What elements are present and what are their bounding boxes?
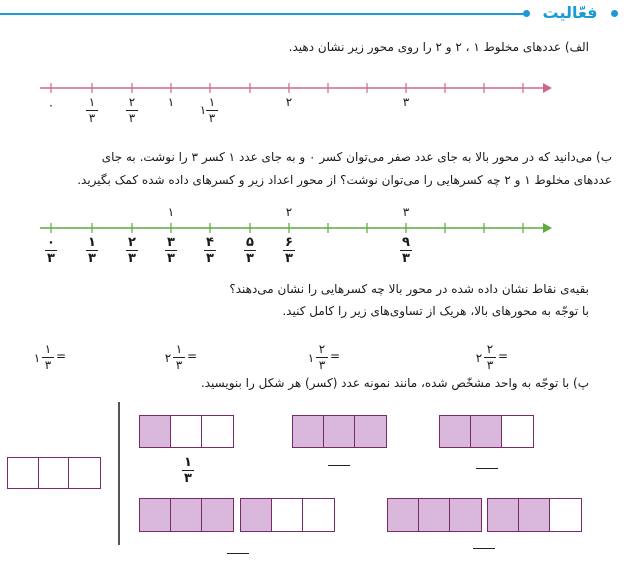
axis-a-label-mixed-frac: ۱ ۳ — [206, 96, 218, 125]
eq-2-whole: ۲ — [164, 351, 172, 365]
header-rule — [0, 13, 528, 15]
part-c-instruction: پ) با توجّه به واحد مشخّص شده، مانند نمونه عدد (کسر) هر شکل را بنویسید. — [200, 376, 589, 390]
axis-a-label-mixed-whole: ۱ — [199, 103, 207, 117]
axis-a-label-1: ۱ — [167, 95, 175, 109]
eq-2-equals: = — [186, 349, 198, 363]
shape-2-answer-blank[interactable] — [328, 465, 350, 466]
axis-a-label-0: ۰ — [47, 98, 55, 112]
axis-b-frac-2-3: ۲ ۳ — [126, 236, 138, 265]
axis-b-top-1: ۱ — [167, 205, 175, 219]
shape-5-box-b — [487, 498, 582, 532]
shape-5-box-a — [387, 498, 482, 532]
axis-b-frac-9-3: ۹ ۳ — [400, 236, 412, 265]
shape-1-answer: ۱ ۳ — [182, 456, 194, 485]
shape-4-box-b — [240, 498, 335, 532]
eq-1-equals: = — [55, 349, 67, 363]
eq-4-frac: ۲ ۳ — [484, 343, 496, 372]
eq-2-frac: ۱ ۳ — [173, 343, 185, 372]
eq-4-equals: = — [497, 349, 509, 363]
eq-3-whole: ۱ — [307, 351, 315, 365]
shape-4-answer-blank[interactable] — [227, 553, 249, 554]
shape-3 — [439, 415, 534, 448]
shape-5-answer-blank[interactable] — [473, 548, 495, 549]
eq-4-whole: ۲ — [475, 351, 483, 365]
part-b-question-1: بقیه‌ی نقاط نشان داده شده در محور بالا چه کسرهایی را نشان می‌دهند؟ — [229, 282, 589, 296]
axis-b-frac-0-3: ۰ ۳ — [45, 236, 57, 265]
axis-a-label-3: ۳ — [402, 95, 410, 109]
shape-3-answer-blank[interactable] — [476, 468, 498, 469]
eq-1-whole: ۱ — [33, 351, 41, 365]
axis-b-frac-4-3: ۴ ۳ — [204, 236, 216, 265]
axis-b-frac-1-3: ۱ ۳ — [86, 236, 98, 265]
section-title: فعّالیت — [542, 3, 598, 22]
part-a-instruction: الف) عددهای مخلوط ۱ ، ۲ و ۲ را روی محور زیر نشان دهید. — [288, 40, 589, 54]
axis-a-label-2: ۲ — [285, 95, 293, 109]
part-b-question-2: با توجّه به محورهای بالا، هریک از تساوی‌های زیر را کامل کنید. — [282, 304, 589, 318]
eq-1-frac: ۱ ۳ — [42, 343, 54, 372]
shape-2 — [292, 415, 387, 448]
part-b-line-1: ب) می‌دانید که در محور بالا به جای عدد صفر می‌توان کسر ۰ و به جای عدد ۱ کسر ۳ را نوشت. به جای — [101, 150, 612, 164]
shape-4-box-a — [139, 498, 234, 532]
axis-b-frac-6-3: ۶ ۳ — [283, 236, 295, 265]
axis-b-top-3: ۳ — [402, 205, 410, 219]
divider-line — [118, 402, 120, 545]
axis-b-frac-5-3: ۵ ۳ — [244, 236, 256, 265]
eq-3-frac: ۲ ۳ — [316, 343, 328, 372]
axis-b-frac-3-3: ۳ ۳ — [165, 236, 177, 265]
header-dot-right — [611, 10, 618, 17]
shape-1 — [139, 415, 234, 448]
axis-b-arrow — [543, 223, 552, 233]
axis-a-label-two-thirds: ۲ ۳ — [126, 96, 138, 125]
header-dot-left — [523, 10, 530, 17]
axis-a-arrow — [543, 83, 552, 93]
eq-3-equals: = — [329, 349, 341, 363]
unit-shape — [7, 457, 101, 489]
axis-b-top-2: ۲ — [285, 205, 293, 219]
axis-a-label-one-third: ۱ ۳ — [86, 96, 98, 125]
part-b-line-2: عددهای مخلوط ۱ و ۲ چه کسرهایی را می‌توان نوشت؟ از محور اعداد زیر و کسرهای داده شده کمک بگیرید. — [77, 173, 612, 187]
